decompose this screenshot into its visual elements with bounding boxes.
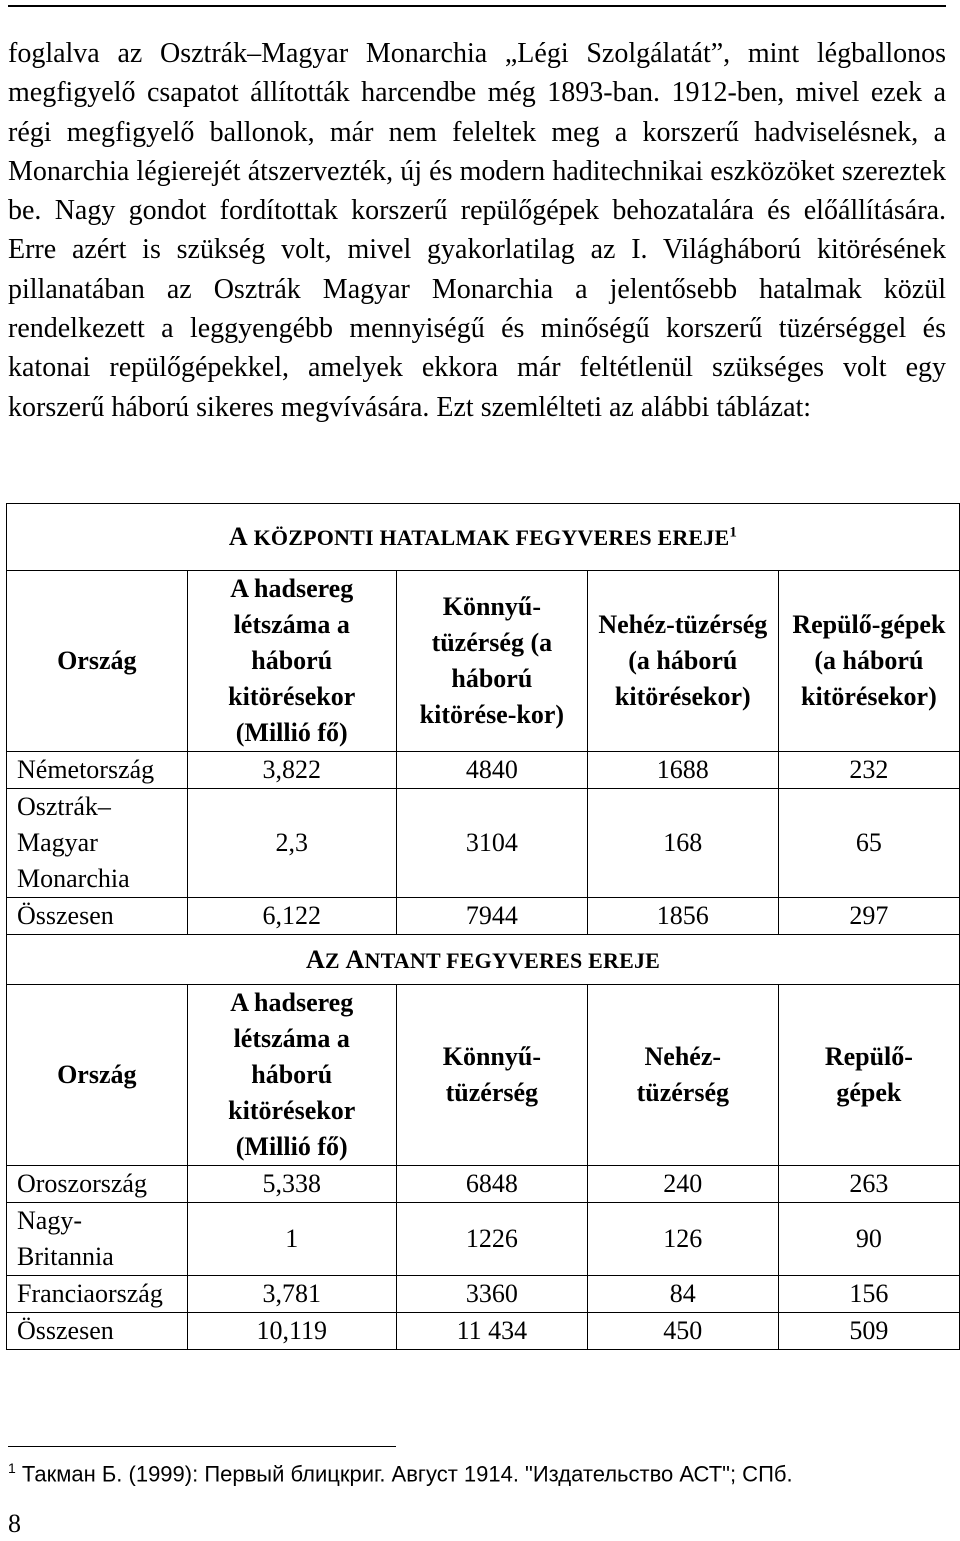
central-title-row <box>7 504 960 571</box>
footnote-text: Такман Б. (1999): Первый блицкриг. Август 1914. "Издательство АСТ"; СПб. <box>15 1461 793 1487</box>
entente-title-row <box>7 935 960 985</box>
header-heavy-artillery: Nehéz-tüzérség <box>587 985 778 1166</box>
header-planes: Repülő-gépek (a háború kitörésekor) <box>778 571 959 752</box>
header-rule <box>8 5 946 7</box>
footnote <box>8 1460 793 1487</box>
footnote-ref: 1 <box>729 524 738 541</box>
header-light-artillery: Könnyű-tüzérség <box>396 985 587 1166</box>
table-row: Összesen 10,119 11 434 450 509 <box>7 1313 960 1350</box>
page-number: 8 <box>8 1509 21 1538</box>
header-heavy-artillery: Nehéz-tüzérség (a háború kitörésekor) <box>587 571 778 752</box>
header-army: A hadsereg létszáma a háború kitörésekor (Millió fő) <box>187 571 396 752</box>
footnote-rule <box>8 1446 396 1447</box>
central-title: A KÖZPONTI HATALMAK FEGYVERES EREJE$^1$ <box>7 504 960 571</box>
header-light-artillery: Könnyű-tüzérség (a háború kitörése-kor) <box>396 571 587 752</box>
footnote-marker: 1 <box>8 1460 16 1476</box>
forces-table <box>6 503 960 1350</box>
entente-title: AZ ANTANT FEGYVERES EREJE <box>7 935 960 985</box>
entente-header-row <box>7 985 960 1166</box>
header-army: A hadsereg létszáma a háború kitörésekor (Millió fő) <box>187 985 396 1166</box>
header-country: Ország <box>7 985 188 1166</box>
header-planes: Repülő-gépek <box>778 985 959 1166</box>
table-row: Osztrák– Magyar Monarchia 2,3 3104 168 65 <box>7 789 960 898</box>
table-row: Összesen 6,122 7944 1856 297 <box>7 898 960 935</box>
table-row: Németország 3,822 4840 1688 232 <box>7 752 960 789</box>
central-header-row <box>7 571 960 752</box>
table-row: Nagy- Britannia 1 1226 126 90 <box>7 1203 960 1276</box>
table-row: Franciaország 3,781 3360 84 156 <box>7 1276 960 1313</box>
table-row: Oroszország 5,338 6848 240 263 <box>7 1166 960 1203</box>
body-paragraph: foglalva az Osztrák–Magyar Monarchia „Légi Szolgálatát”, mint légballonos megfigyelő csapatot állították harcendbe még 1893-ban. 1912-ben, mivel ezek a régi megfigyelő ballonok, már nem feleltek meg a korszerű hadviselésnek, a Monarchia légierejét átszervezték, új és modern haditechnikai eszközöket szereztek be. Nagy gondot fordítottak korszerű repülőgépek behozatalára és előállítására. Erre azért is szükség volt, mivel gyakorlatilag az I. Világháború kitörésének pillanatában az Osztrák Magyar Monarchia a jelentősebb hatalmak közül rendelkezett a leggyengébb mennyiségű és minőségű korszerű tüzérséggel és katonai repülőgépekkel, amelyek ekkora már feltétlenül szükséges volt egy korszerű háború sikeres megvívására. Ezt szemlélteti az alábbi táblázat: <box>8 38 946 423</box>
header-country: Ország <box>7 571 188 752</box>
